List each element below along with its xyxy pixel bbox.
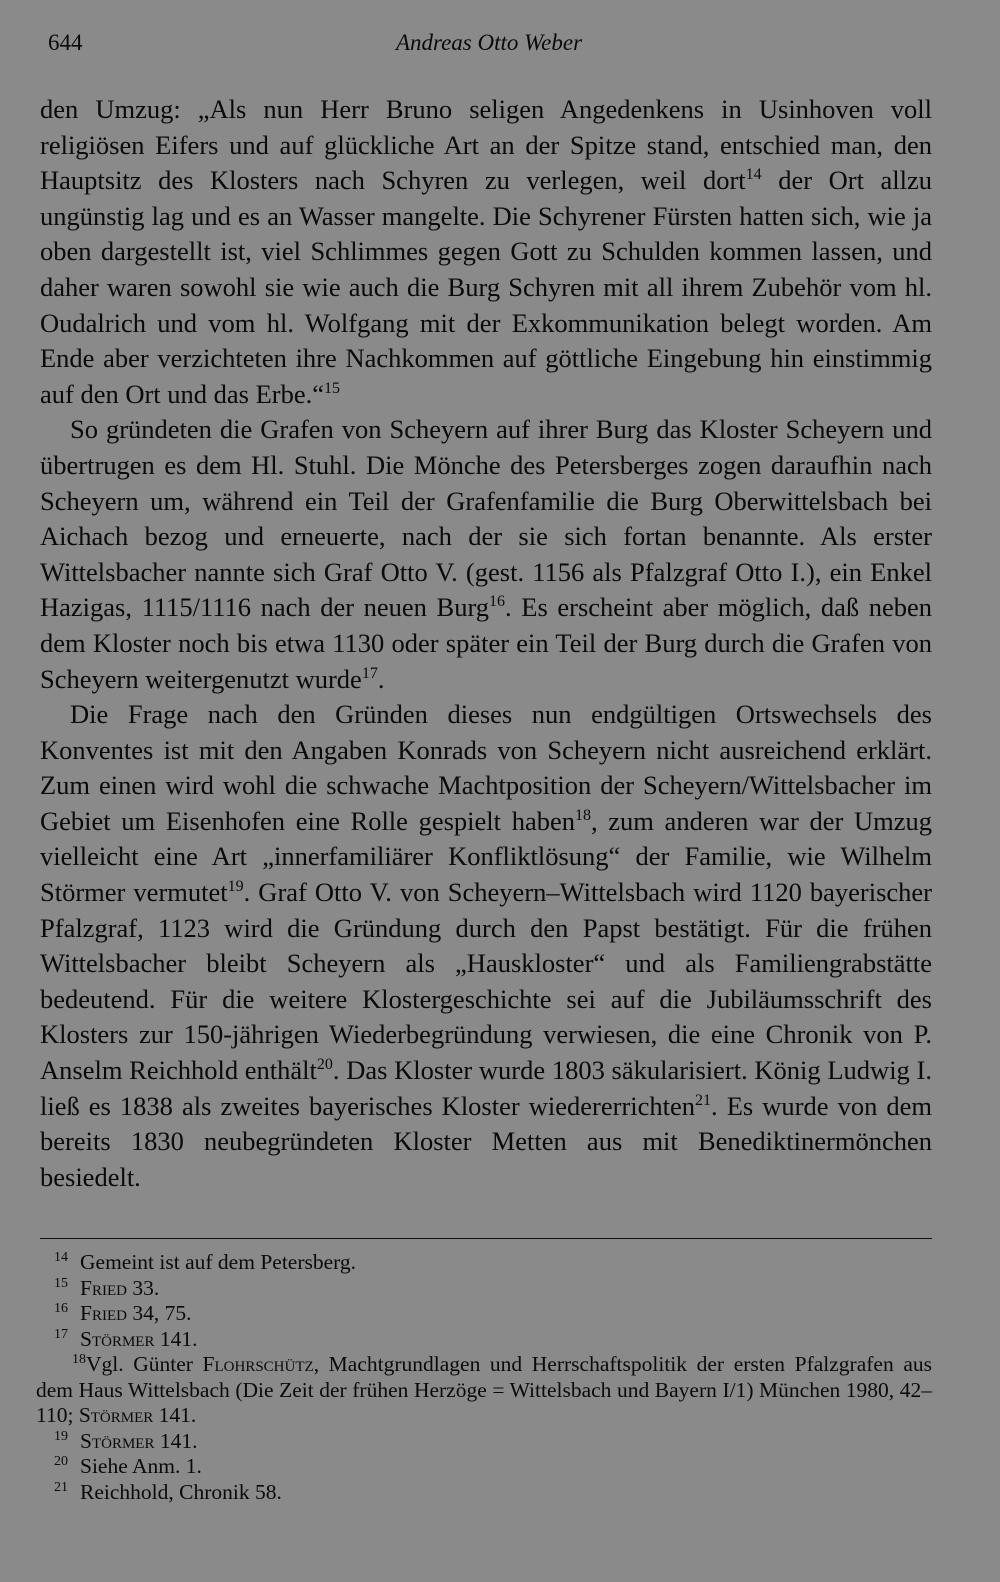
running-head: Andreas Otto Weber (395, 30, 583, 55)
footnote-17: 17 Störmer 141. (54, 1326, 198, 1351)
footnote-text: 33. (126, 1275, 160, 1300)
footnote-18: 18Vgl. Günter Flohrschütz, Machtgrundlagen und Herrschaftspolitik der ersten Pfalzgrafen aus dem Haus Wittelsbach (Die Zeit der frühen Herzöge = Wittelsbach und Bayern I/1) München 1980, 42–110; Störmer 141. (36, 1352, 932, 1427)
footnote-19: 19 Störmer 141. (54, 1428, 198, 1453)
text-run: . Das Kloster wurde 1803 säkularisiert. König Ludwig I. ließ es 1838 als zweites bayerisches Kloster wiedererrichten (40, 1055, 932, 1121)
body-text (40, 92, 932, 1195)
paragraph-1 (40, 92, 932, 412)
footnote-text: Siehe Anm. 1. (80, 1454, 202, 1478)
text-run: So gründeten die Grafen von Scheyern auf ihrer Burg das Kloster Scheyern und übertrugen es dem Hl. Stuhl. Die Mönche des Petersberges zogen daraufhin nach Scheyern um, während ein Teil der Grafenfamilie die Burg Oberwittelsbach bei Aichach bezog und erneuerte, nach der sie sich fortan benannte. Als erster Wittelsbacher nannte sich Graf Otto V. (gest. 1156 als Pfalzgraf Otto I.), ein Enkel Hazigas, 1115/1116 nach der neuen Burg (40, 414, 932, 623)
page-header (48, 28, 930, 64)
footnote-author: Fried (80, 1275, 127, 1300)
footnote-ref: 15 (324, 379, 341, 397)
footnote-ref: 21 (695, 1091, 712, 1109)
footnote-text: 34, 75. (126, 1301, 192, 1325)
footnote-ref: 16 (489, 593, 506, 611)
footnote-author: Störmer (80, 1326, 155, 1351)
page-number: 644 (48, 30, 83, 55)
footnote-separator (40, 1238, 932, 1239)
paragraph-3 (40, 697, 932, 1195)
footnote-author: Störmer (78, 1403, 154, 1427)
footnote-author: Fried (80, 1301, 127, 1325)
footnote-author: Störmer (80, 1428, 155, 1453)
footnote-16: 16 Fried 34, 75. (54, 1301, 192, 1325)
footnote-text: 141. (154, 1428, 198, 1453)
footnote-21: 21 Reichhold, Chronik 58. (54, 1479, 282, 1504)
footnote-20: 20 Siehe Anm. 1. (54, 1454, 202, 1478)
text-run: den Umzug: „Als nun Herr Bruno seligen Angedenkens in Usinhoven voll religiösen Eifers und auf glückliche Art an der Spitze stand, entschied man, den Hauptsitz des Klosters nach Schyren zu verlegen, weil dort (40, 94, 932, 196)
text-run: . Graf Otto V. von Scheyern–Wittelsbach wird 1120 bayerischer Pfalzgraf, 1123 wird die Gründung durch den Papst bestätigt. Für die frühen Wittelsbacher bleibt Scheyern als „Hauskloster“ und als Familiengrabstätte bedeutend. Für die weitere Klostergeschichte sei auf die Jubiläumsschrift des Klosters zur 150-jährigen Wiederbegründung verwiesen, die eine Chronik von P. Anselm Reichhold enthält (40, 877, 933, 1086)
footnote-text: , Machtgrundlagen und Herrschaftspolitik der ersten Pfalzgrafen aus dem Haus Wittelsbach (Die Zeit der frühen Herzöge = Wittelsbach und Bayern I/1) München 1980, 42–110; (36, 1352, 932, 1427)
text-run: . (377, 663, 385, 694)
footnote-ref: 14 (745, 166, 762, 184)
paragraph-2 (40, 412, 932, 697)
footnote-ref: 20 (316, 1056, 333, 1074)
footnote-15: 15 Fried 33. (54, 1275, 160, 1300)
footnote-text: 141. (154, 1326, 198, 1351)
footnote-author: Flohrschütz (202, 1352, 314, 1376)
footnote-text: Gemeint ist auf dem Petersberg. (80, 1250, 357, 1274)
text-run: , zum anderen war der Umzug vielleicht eine Art „innerfamiliärer Konfliktlösung“ der Familie, wie Wilhelm Störmer vermutet (40, 805, 932, 908)
text-run: der Ort allzu ungünstig lag und es an Wasser mangelte. Die Schyrener Fürsten hatten sich, wie ja oben dargestellt ist, viel Schlimmes gegen Gott zu Schulden kommen lassen, und daher waren sowohl sie wie auch die Burg Schyren mit all ihrem Zubehör vom hl. Oudalrich und vom hl. Wolfgang mit der Exkommunikation belegt worden. Am Ende aber verzichteten ihre Nachkommen auf göttliche Eingebung hin einstimmig auf den Ort und das Erbe.“ (40, 165, 932, 409)
text-run: . Es wurde von dem bereits 1830 neubegründeten Kloster Metten aus mit Benediktinermönchen besiedelt. (40, 1090, 932, 1192)
footnote-ref: 18 (574, 806, 591, 824)
footnote-text: Vgl. Günter (86, 1352, 203, 1376)
text-run: Die Frage nach den Gründen dieses nun endgültigen Ortswechsels des Konventes ist mit den Angaben Konrads von Scheyern nicht ausreichend erklärt. Zum einen wird wohl die schwache Machtposition der Scheyern/Wittelsbacher im Gebiet um Eisenhofen eine Rolle gespielt haben (40, 699, 932, 836)
footnote-ref: 19 (227, 878, 244, 896)
footnote-text: 141. (153, 1403, 197, 1427)
footnote-14: 14 Gemeint ist auf dem Petersberg. (54, 1250, 357, 1274)
text-run: . Es erscheint aber möglich, daß neben dem Kloster noch bis etwa 1130 oder später ein Teil der Burg durch die Grafen von Scheyern weitergenutzt wurde (40, 592, 933, 694)
footnotes (36, 1250, 932, 1505)
footnote-text: Reichhold, Chronik 58. (80, 1479, 282, 1504)
footnote-ref: 17 (361, 664, 378, 682)
